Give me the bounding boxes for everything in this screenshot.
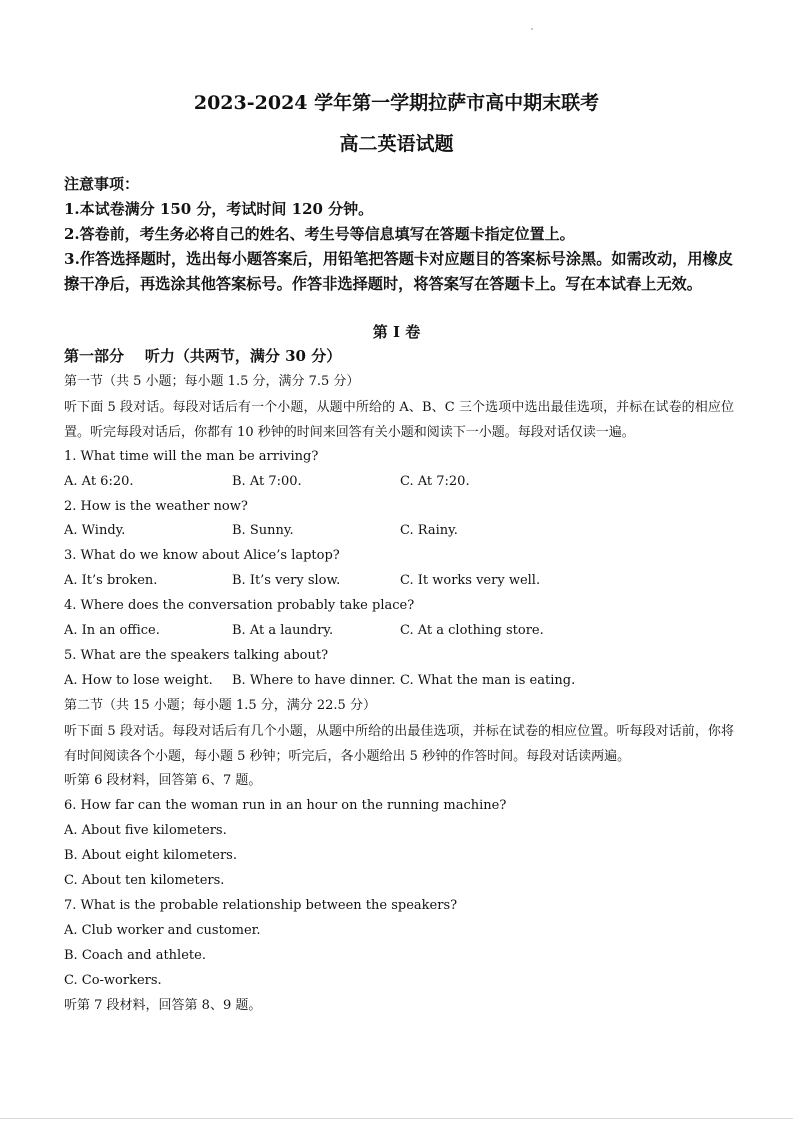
text-6-intro: 听第 6 段材料，回答第 6、7 题。 [64, 773, 262, 788]
question-5: 5. What are the speakers talking about? [64, 648, 329, 663]
option-c: C. At 7:20. [400, 474, 470, 489]
question-2-options [64, 522, 734, 540]
question-6-option-a: A. About five kilometers. [64, 823, 227, 838]
question-5-options [64, 672, 734, 690]
page-bottom-rule [0, 1118, 793, 1119]
option-a: A. How to lose weight. [64, 673, 213, 688]
notice-item-3: 3.作答选择题时，选出每小题答案后，用铅笔把答题卡对应题目的答案标号涂黑。如需改动，用橡皮擦干净后，再选涂其他答案标号。作答非选择题时，将答案写在答题卡上。写在本试春上无效。 [64, 250, 733, 293]
exam-title: 2023-2024 学年第一学期拉萨市高中期末联考 [193, 92, 600, 114]
option-b: B. Where to have dinner. [232, 673, 396, 688]
option-a: A. At 6:20. [64, 474, 134, 489]
section-one-instructions: 听下面 5 段对话。每段对话后有一个小题，从题中所给的 A、B、C 三个选项中选出最佳选项，并标在试卷的相应位置。听完每段对话后，你都有 10 秒钟的时间来回答有关小题和阅读下一小题。每段对话仅读一遍。 [64, 400, 734, 440]
question-6-option-c: C. About ten kilometers. [64, 873, 225, 888]
section-two-instructions: 听下面 5 段对话。每段对话后有几个小题，从题中所给的出最佳选项，并标在试卷的相应位置。听每段对话前，你将有时间阅读各个小题，每小题 5 秒钟；听完后，各小题给出 5 秒钟的作答时间。每段对话读两遍。 [64, 724, 734, 764]
option-b: B. At a laundry. [232, 623, 334, 638]
question-2: 2. How is the weather now? [64, 499, 248, 514]
option-b: B. It’s very slow. [232, 573, 341, 588]
option-c: C. It works very well. [400, 573, 541, 588]
option-a: A. In an office. [64, 623, 160, 638]
question-7-option-a: A. Club worker and customer. [64, 923, 261, 938]
notice-heading: 注意事项： [64, 175, 140, 193]
question-6: 6. How far can the woman run in an hour on the running machine? [64, 798, 507, 813]
question-3-options [64, 572, 734, 590]
scan-dot [531, 28, 533, 30]
question-7: 7. What is the probable relationship between the speakers? [64, 898, 458, 913]
exam-subtitle: 高二英语试题 [339, 133, 454, 155]
question-7-option-b: B. Coach and athlete. [64, 948, 206, 963]
question-7-option-c: C. Co-workers. [64, 973, 162, 988]
option-c: C. What the man is eating. [400, 673, 576, 688]
section-two-heading: 第二节（共 15 小题；每小题 1.5 分，满分 22.5 分） [64, 698, 376, 713]
question-4: 4. Where does the conversation probably take place? [64, 598, 415, 613]
notice-item-1: 1.本试卷满分 150 分，考试时间 120 分钟。 [64, 200, 374, 218]
notice-item-2: 2.答卷前，考生务必将自己的姓名、考生号等信息填写在答题卡指定位置上。 [64, 225, 575, 243]
question-1: 1. What time will the man be arriving? [64, 449, 319, 464]
question-6-option-b: B. About eight kilometers. [64, 848, 237, 863]
option-b: B. At 7:00. [232, 474, 302, 489]
section-one-heading: 第一节（共 5 小题；每小题 1.5 分，满分 7.5 分） [64, 374, 360, 389]
question-3: 3. What do we know about Alice’s laptop? [64, 548, 340, 563]
option-b: B. Sunny. [232, 523, 294, 538]
volume-heading: 第 I 卷 [372, 323, 421, 341]
question-4-options [64, 622, 734, 640]
part-one-heading: 第一部分 听力（共两节，满分 30 分） [64, 347, 342, 365]
option-a: A. It’s broken. [64, 573, 158, 588]
option-c: C. At a clothing store. [400, 623, 544, 638]
option-a: A. Windy. [64, 523, 126, 538]
question-1-options [64, 473, 734, 491]
text-7-intro: 听第 7 段材料，回答第 8、9 题。 [64, 998, 262, 1013]
option-c: C. Rainy. [400, 523, 458, 538]
